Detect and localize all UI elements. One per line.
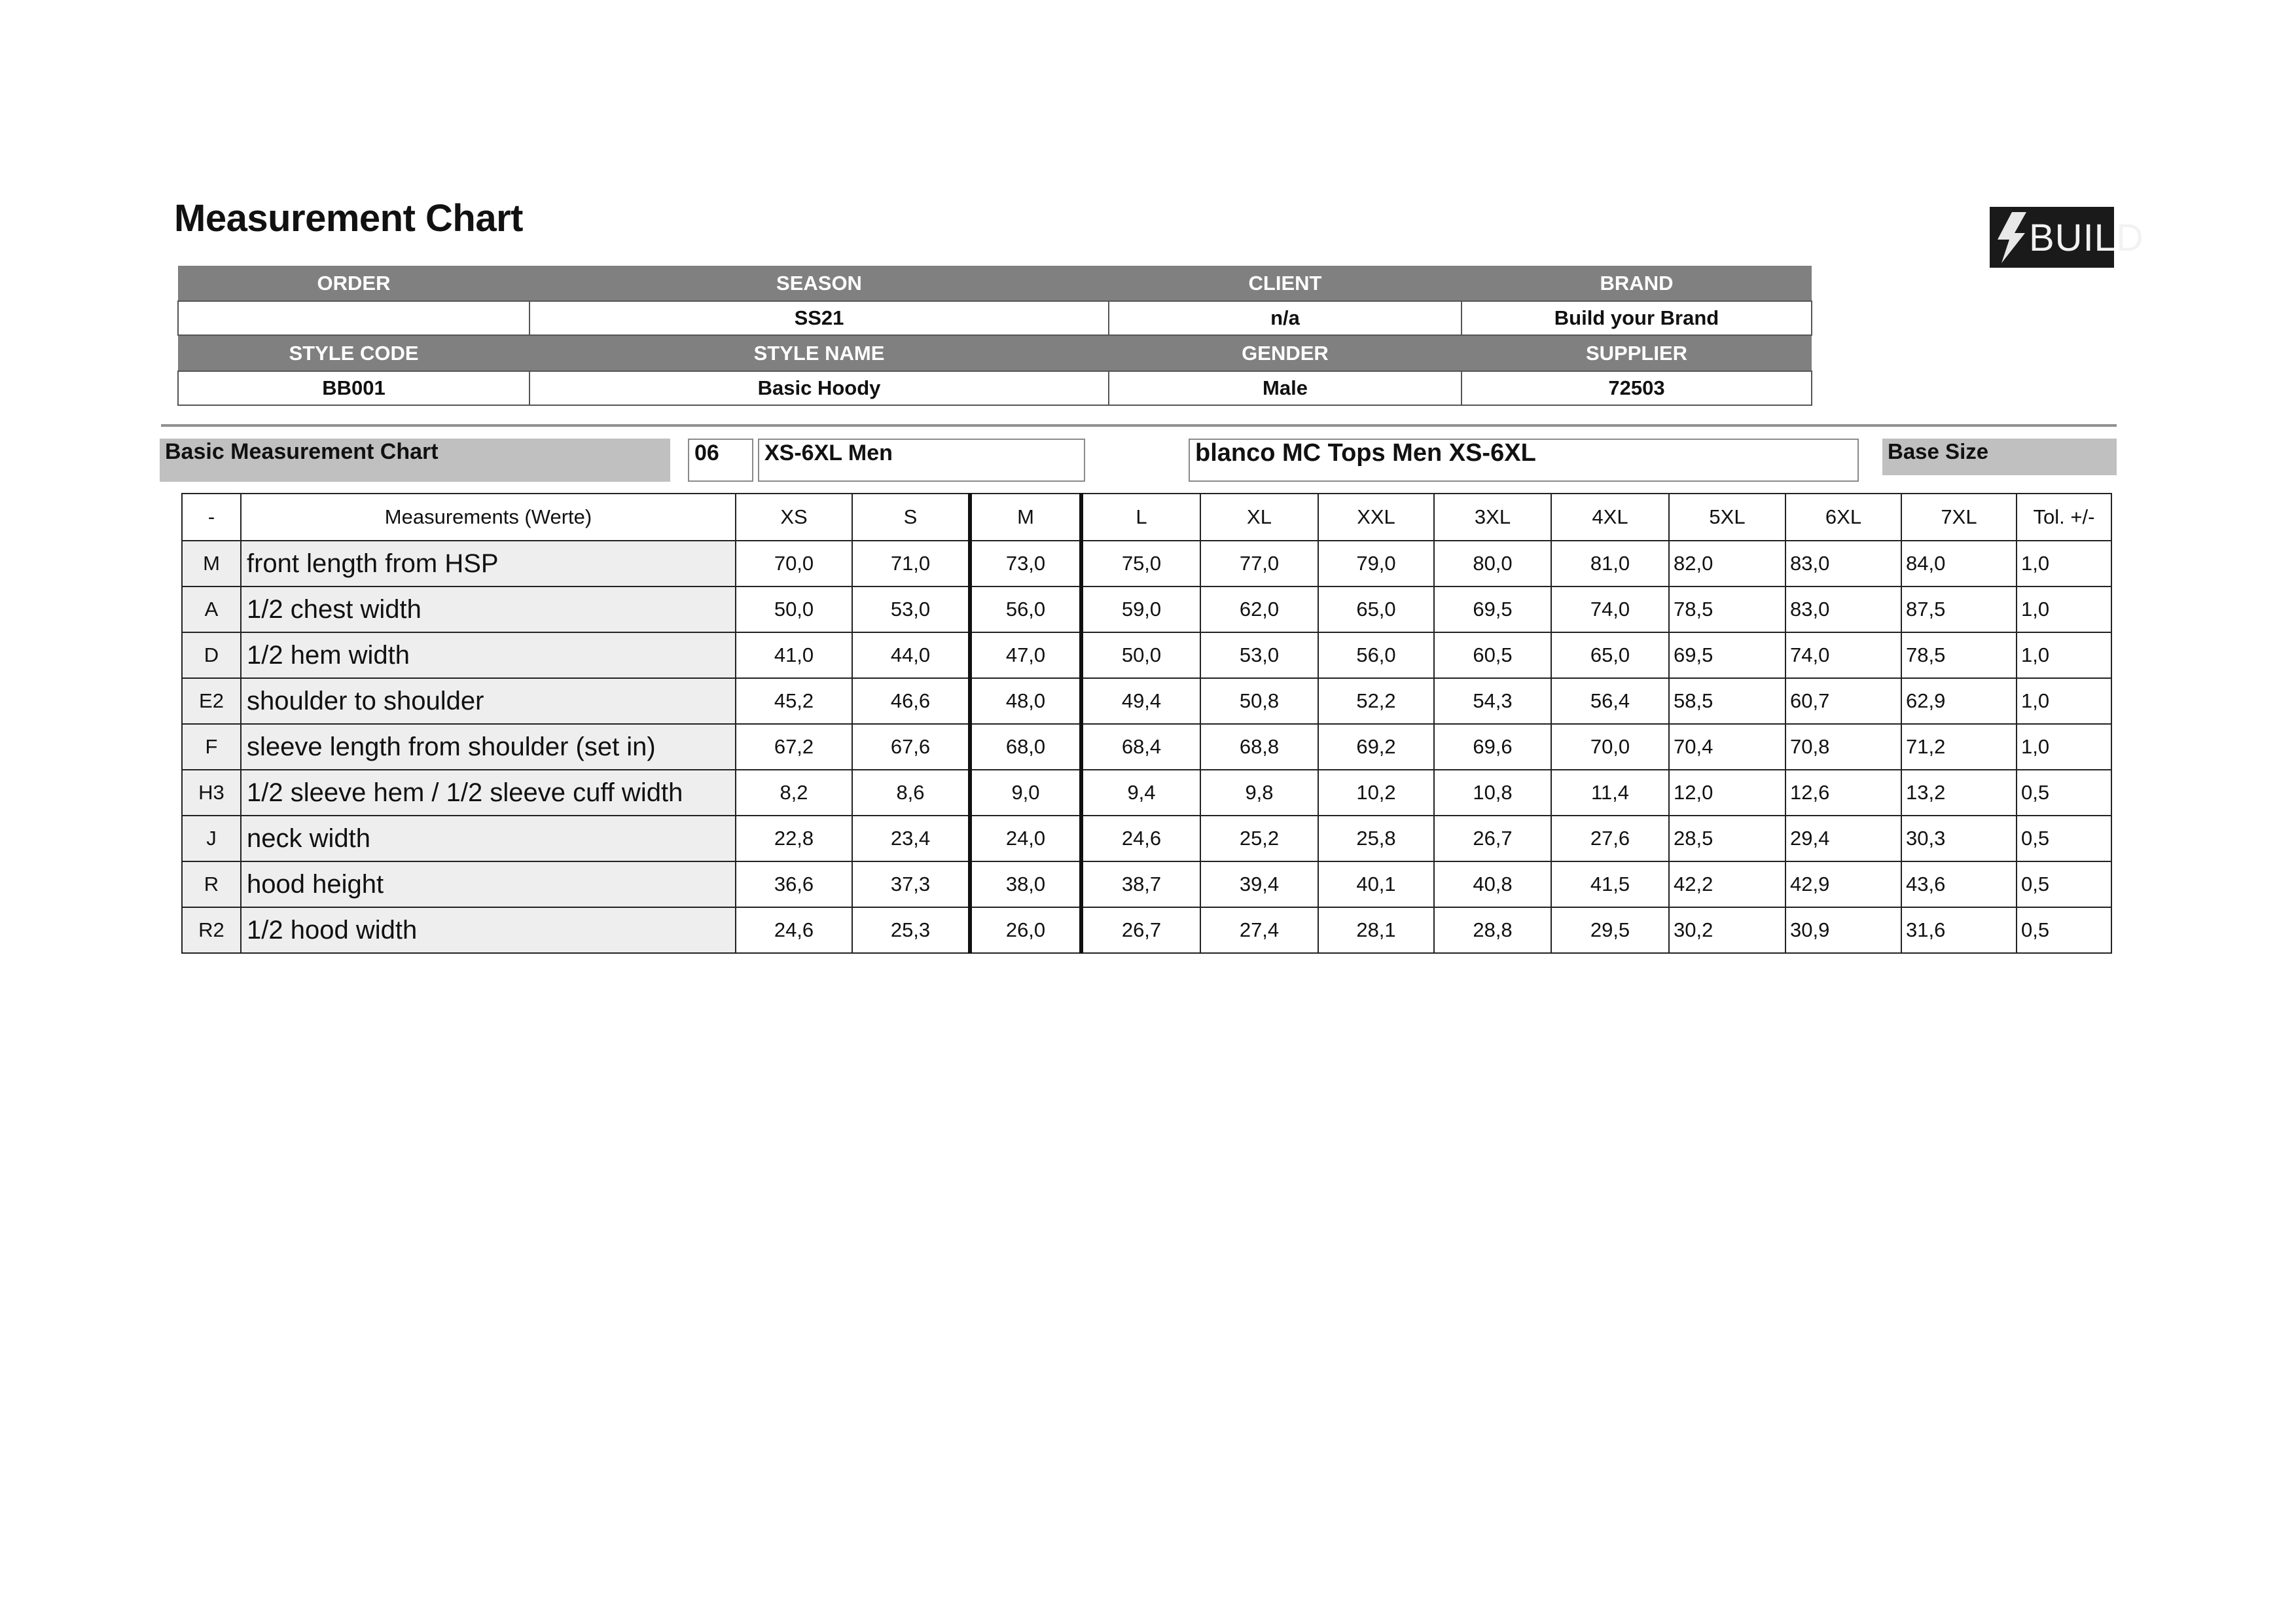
order-value	[178, 301, 529, 335]
measurement-value: 70,0	[1551, 724, 1669, 770]
table-row	[182, 541, 2111, 586]
brand-header: BRAND	[1462, 266, 1812, 301]
measurement-value: 12,6	[1785, 770, 1901, 816]
table-row	[182, 586, 2111, 632]
measurement-value: 26,7	[1434, 816, 1551, 861]
measurement-value: 58,5	[1669, 678, 1785, 724]
measurement-value: 77,0	[1200, 541, 1318, 586]
measurement-value: 36,6	[736, 861, 852, 907]
measurement-value: 78,5	[1901, 632, 2017, 678]
measurement-value: 65,0	[1551, 632, 1669, 678]
measurement-value: 56,0	[970, 586, 1081, 632]
table-row	[182, 632, 2111, 678]
measurement-value: 8,2	[736, 770, 852, 816]
measurement-value: 48,0	[970, 678, 1081, 724]
measurement-value: 69,6	[1434, 724, 1551, 770]
measurement-value: 25,8	[1318, 816, 1434, 861]
measurement-value: 50,0	[1081, 632, 1200, 678]
column-header: S	[852, 494, 970, 541]
measurement-value: 56,4	[1551, 678, 1669, 724]
measurement-value: 26,7	[1081, 907, 1200, 953]
style-name-header: STYLE NAME	[529, 335, 1109, 371]
measurement-value: 70,8	[1785, 724, 1901, 770]
measurement-code: H3	[182, 770, 241, 816]
measurement-value: 53,0	[1200, 632, 1318, 678]
measurement-value: 68,0	[970, 724, 1081, 770]
brand-value: Build your Brand	[1462, 301, 1812, 335]
measurement-value: 1,0	[2017, 541, 2111, 586]
measurement-value: 10,8	[1434, 770, 1551, 816]
measurement-value: 49,4	[1081, 678, 1200, 724]
measurement-value: 80,0	[1434, 541, 1551, 586]
measurement-value: 40,8	[1434, 861, 1551, 907]
measurement-code: F	[182, 724, 241, 770]
measurement-value: 23,4	[852, 816, 970, 861]
client-value: n/a	[1109, 301, 1462, 335]
measurement-name: 1/2 chest width	[241, 586, 736, 632]
measurement-value: 71,2	[1901, 724, 2017, 770]
column-header: XL	[1200, 494, 1318, 541]
measurement-value: 67,2	[736, 724, 852, 770]
measurement-value: 45,2	[736, 678, 852, 724]
measurement-value: 74,0	[1785, 632, 1901, 678]
measurement-value: 60,5	[1434, 632, 1551, 678]
measurement-value: 47,0	[970, 632, 1081, 678]
table-row	[182, 724, 2111, 770]
measurement-value: 28,1	[1318, 907, 1434, 953]
measurement-value: 60,7	[1785, 678, 1901, 724]
column-header: 5XL	[1669, 494, 1785, 541]
client-header: CLIENT	[1109, 266, 1462, 301]
supplier-header: SUPPLIER	[1462, 335, 1812, 371]
season-value: SS21	[529, 301, 1109, 335]
measurement-code: J	[182, 816, 241, 861]
supplier-value: 72503	[1462, 371, 1812, 405]
measurement-value: 24,6	[1081, 816, 1200, 861]
measurement-value: 69,5	[1434, 586, 1551, 632]
measurement-code: E2	[182, 678, 241, 724]
measurement-value: 83,0	[1785, 541, 1901, 586]
column-header: L	[1081, 494, 1200, 541]
measurement-value: 11,4	[1551, 770, 1669, 816]
measurement-value: 0,5	[2017, 861, 2111, 907]
measurement-name: 1/2 hem width	[241, 632, 736, 678]
measurement-value: 68,4	[1081, 724, 1200, 770]
measurement-value: 81,0	[1551, 541, 1669, 586]
column-header: XXL	[1318, 494, 1434, 541]
season-header: SEASON	[529, 266, 1109, 301]
lightning-bolt-icon	[1992, 211, 2030, 264]
base-size-label: Base Size	[1882, 439, 2117, 475]
measurement-value: 69,2	[1318, 724, 1434, 770]
measurement-value: 10,2	[1318, 770, 1434, 816]
measurement-value: 30,2	[1669, 907, 1785, 953]
measurement-value: 38,0	[970, 861, 1081, 907]
measurement-value: 68,8	[1200, 724, 1318, 770]
measurement-value: 83,0	[1785, 586, 1901, 632]
measurement-value: 1,0	[2017, 632, 2111, 678]
measurement-value: 40,1	[1318, 861, 1434, 907]
measurement-value: 9,8	[1200, 770, 1318, 816]
measurement-code: M	[182, 541, 241, 586]
column-header: 6XL	[1785, 494, 1901, 541]
measurement-name: hood height	[241, 861, 736, 907]
measurement-value: 25,2	[1200, 816, 1318, 861]
measurement-value: 26,0	[970, 907, 1081, 953]
measurement-value: 67,6	[852, 724, 970, 770]
measurement-value: 79,0	[1318, 541, 1434, 586]
measurement-value: 56,0	[1318, 632, 1434, 678]
measurement-value: 53,0	[852, 586, 970, 632]
measurement-value: 41,5	[1551, 861, 1669, 907]
measurement-value: 0,5	[2017, 816, 2111, 861]
measurement-value: 42,9	[1785, 861, 1901, 907]
measurement-value: 8,6	[852, 770, 970, 816]
measurement-value: 38,7	[1081, 861, 1200, 907]
measurement-value: 24,0	[970, 816, 1081, 861]
table-row	[182, 770, 2111, 816]
measurement-value: 41,0	[736, 632, 852, 678]
chart-label: Basic Measurement Chart	[160, 439, 670, 482]
measurement-value: 29,5	[1551, 907, 1669, 953]
measurement-value: 9,4	[1081, 770, 1200, 816]
measurement-value: 37,3	[852, 861, 970, 907]
chart-description: blanco MC Tops Men XS-6XL	[1189, 439, 1859, 482]
measurement-code: R	[182, 861, 241, 907]
style-code-header: STYLE CODE	[178, 335, 529, 371]
measurement-value: 29,4	[1785, 816, 1901, 861]
column-header: 3XL	[1434, 494, 1551, 541]
measurement-value: 74,0	[1551, 586, 1669, 632]
measurement-value: 28,5	[1669, 816, 1785, 861]
column-header: XS	[736, 494, 852, 541]
gender-value: Male	[1109, 371, 1462, 405]
measurement-value: 1,0	[2017, 586, 2111, 632]
page-title: Measurement Chart	[174, 197, 523, 240]
measurement-value: 50,0	[736, 586, 852, 632]
measurement-table	[181, 493, 2112, 954]
measurement-value: 62,9	[1901, 678, 2017, 724]
measurement-value: 52,2	[1318, 678, 1434, 724]
measurement-value: 1,0	[2017, 724, 2111, 770]
measurement-name: neck width	[241, 816, 736, 861]
brand-logo	[1990, 207, 2144, 268]
measurement-value: 31,6	[1901, 907, 2017, 953]
measurement-value: 43,6	[1901, 861, 2017, 907]
column-header: M	[970, 494, 1081, 541]
style-code-value: BB001	[178, 371, 529, 405]
column-header: 7XL	[1901, 494, 2017, 541]
measurement-value: 13,2	[1901, 770, 2017, 816]
table-row	[182, 678, 2111, 724]
measurement-value: 0,5	[2017, 907, 2111, 953]
column-header: Measurements (Werte)	[241, 494, 736, 541]
order-info-table	[177, 266, 1812, 406]
measurement-value: 30,9	[1785, 907, 1901, 953]
measurement-value: 71,0	[852, 541, 970, 586]
measurement-value: 27,6	[1551, 816, 1669, 861]
measurement-name: 1/2 sleeve hem / 1/2 sleeve cuff width	[241, 770, 736, 816]
measurement-value: 62,0	[1200, 586, 1318, 632]
measurement-name: front length from HSP	[241, 541, 736, 586]
divider	[161, 424, 2117, 427]
measurement-code: A	[182, 586, 241, 632]
measurement-value: 50,8	[1200, 678, 1318, 724]
measurement-value: 78,5	[1669, 586, 1785, 632]
measurement-value: 9,0	[970, 770, 1081, 816]
measurement-value: 84,0	[1901, 541, 2017, 586]
measurement-value: 70,4	[1669, 724, 1785, 770]
column-header: -	[182, 494, 241, 541]
order-header: ORDER	[178, 266, 529, 301]
table-row	[182, 816, 2111, 861]
measurement-value: 44,0	[852, 632, 970, 678]
measurement-name: sleeve length from shoulder (set in)	[241, 724, 736, 770]
measurement-value: 87,5	[1901, 586, 2017, 632]
measurement-value: 24,6	[736, 907, 852, 953]
measurement-value: 75,0	[1081, 541, 1200, 586]
table-row	[182, 861, 2111, 907]
measurement-value: 28,8	[1434, 907, 1551, 953]
style-name-value: Basic Hoody	[529, 371, 1109, 405]
measurement-code: R2	[182, 907, 241, 953]
measurement-value: 69,5	[1669, 632, 1785, 678]
column-header: Tol. +/-	[2017, 494, 2111, 541]
table-row	[182, 907, 2111, 953]
measurement-value: 73,0	[970, 541, 1081, 586]
measurement-value: 39,4	[1200, 861, 1318, 907]
measurement-value: 1,0	[2017, 678, 2111, 724]
measurement-value: 70,0	[736, 541, 852, 586]
measurement-value: 54,3	[1434, 678, 1551, 724]
measurement-value: 22,8	[736, 816, 852, 861]
measurement-value: 46,6	[852, 678, 970, 724]
header-row	[182, 494, 2111, 541]
measurement-value: 30,3	[1901, 816, 2017, 861]
measurement-value: 42,2	[1669, 861, 1785, 907]
measurement-value: 25,3	[852, 907, 970, 953]
measurement-value: 59,0	[1081, 586, 1200, 632]
measurement-code: D	[182, 632, 241, 678]
measurement-value: 65,0	[1318, 586, 1434, 632]
logo-text: BUILD	[2029, 217, 2144, 259]
column-header: 4XL	[1551, 494, 1669, 541]
measurement-value: 82,0	[1669, 541, 1785, 586]
measurement-value: 27,4	[1200, 907, 1318, 953]
gender-header: GENDER	[1109, 335, 1462, 371]
measurement-name: 1/2 hood width	[241, 907, 736, 953]
measurement-value: 0,5	[2017, 770, 2111, 816]
measurement-value: 12,0	[1669, 770, 1785, 816]
size-range: XS-6XL Men	[758, 439, 1085, 482]
measurement-name: shoulder to shoulder	[241, 678, 736, 724]
chart-code: 06	[688, 439, 753, 482]
